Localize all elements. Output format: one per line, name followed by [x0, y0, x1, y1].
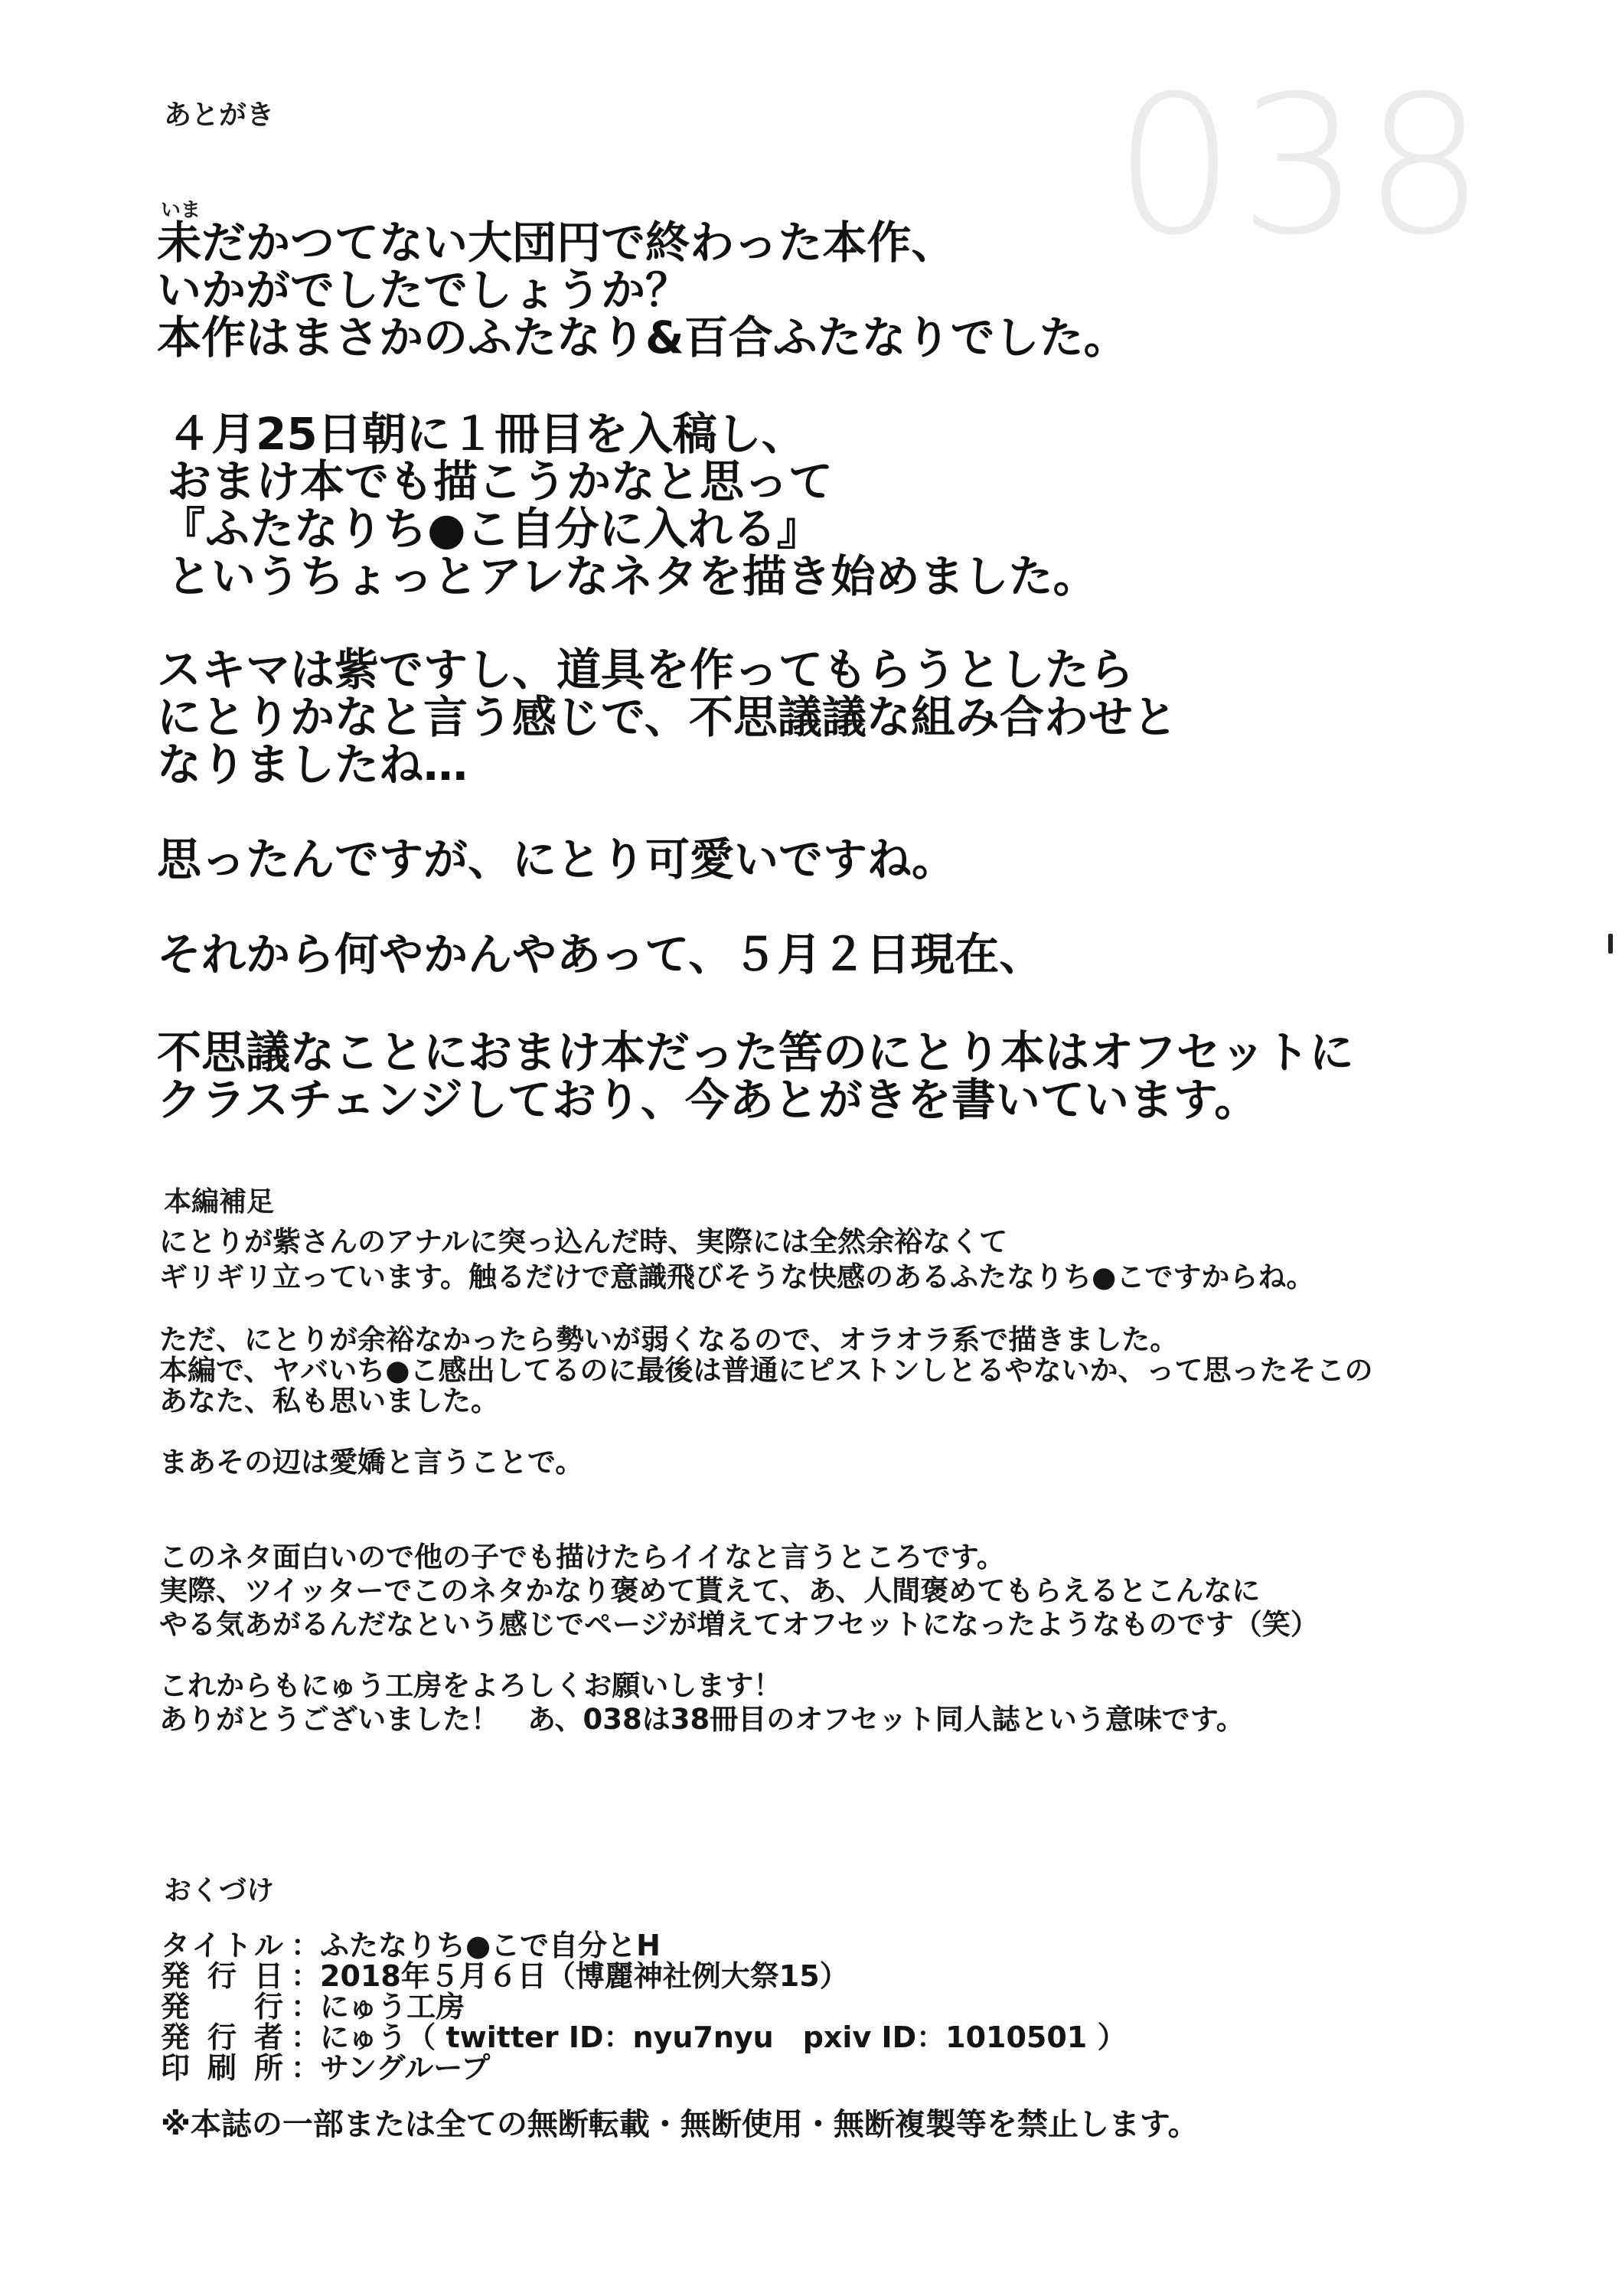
afterword-line: にとりかなと言う感じで、不思議議な組み合わせと	[157, 691, 1177, 743]
supplement-line: 本編で、ヤバいち●こ感出してるのに最後は普通にピストンしとるやないか、って思ったそこの	[159, 1354, 1373, 1387]
colophon-value: ：にゅう工房	[291, 1990, 465, 2024]
afterword-line: というちょっとアレなネタを描き始めました。	[167, 550, 1098, 602]
supplement-line: まあその辺は愛嬌と言うことで。	[159, 1446, 584, 1479]
colophon-row-printer	[161, 2053, 1309, 2086]
afterword-line: それから何やかんやあって、５月２日現在、	[157, 928, 1044, 980]
supplement-line: ギリギリ立っています。触るだけで意識飛びそうな快感のあるふたなりち●こですからね。	[159, 1261, 1315, 1293]
supplement-heading: 本編補足	[164, 1186, 275, 1218]
afterword-line: 思ったんですが、にとり可愛いですね。	[157, 833, 957, 885]
supplement-line: これからもにゅう工房をよろしくお願いします！	[159, 1669, 782, 1702]
afterword-line: クラスチェンジしており、今あとがきを書いています。	[157, 1074, 1259, 1126]
colophon-row-date	[161, 1959, 1309, 1994]
afterword-line: スキマは紫ですし、道具を作ってもらうとしたら	[157, 644, 1134, 696]
colophon-row-issuer	[161, 2020, 1309, 2055]
supplement-line: このネタ面白いので他の子でも描けたらイイなと言うところです。	[159, 1541, 1005, 1574]
afterword-heading: あとがき	[164, 99, 275, 131]
supplement-line: ただ、にとりが余裕なかったら勢いが弱くなるので、オラオラ系で描きました。	[159, 1323, 1179, 1356]
afterword-line: おまけ本でも描こうかなと思って	[167, 455, 834, 507]
colophon-row-publisher	[161, 1992, 1309, 2024]
afterword-line: ４月25日朝に１冊目を入稿し、	[167, 408, 806, 460]
supplement-line: あなた、私も思いました。	[159, 1384, 499, 1417]
afterword-line: なりましたね…	[157, 739, 468, 791]
colophon-heading: おくづけ	[164, 1875, 275, 1906]
colophon-label: 発行日	[161, 1959, 283, 1993]
supplement-line: ありがとうございました！ あ、038は38冊目のオフセット同人誌という意味です。	[159, 1703, 1245, 1736]
colophon-value: ：2018年５月６日（博麗神社例大祭15）	[291, 1959, 849, 1993]
supplement-line: 実際、ツイッターでこのネタかなり褒めて貰えて、あ、人間褒めてもらえるとこんなに	[159, 1574, 1261, 1607]
colophon-label: 発行者	[161, 2020, 283, 2054]
afterword-line: いかがでしたでしょうか？	[157, 264, 690, 316]
page-number: 038	[1114, 54, 1489, 277]
afterword-line: 不思議なことにおまけ本だった筈のにとり本はオフセットに	[157, 1026, 1354, 1078]
colophon-row-title	[161, 1931, 1309, 1963]
supplement-line: にとりが紫さんのアナルに突っ込んだ時、実際には全然余裕なくて	[159, 1225, 1008, 1258]
colophon-label: 発行	[161, 1990, 283, 2024]
afterword-line: 未だかつてない大団円で終わった本作、	[157, 217, 956, 269]
colophon-value: ：にゅう（ twitter ID：nyu7nyu pxiv ID：1010501 ）	[291, 2020, 1127, 2054]
afterword-line: 『ふたなりち●こ自分に入れる』	[161, 503, 821, 555]
colophon-value: ：サングループ	[291, 2051, 491, 2085]
colophon-label: タイトル	[161, 1929, 283, 1962]
colophon-label: 印刷所	[161, 2051, 283, 2085]
supplement-line: やる気あがるんだなという感じでページが増えてオフセットになったようなものです（笑）	[159, 1608, 1319, 1641]
edge-mark	[1608, 934, 1613, 954]
afterword-line: 本作はまさかのふたなり&百合ふたなりでした。	[157, 311, 1128, 364]
copyright-notice: ※本誌の一部または全ての無断転載・無断使用・無断複製等を禁止します。	[161, 2107, 1199, 2142]
furigana-ruby: いま	[161, 199, 201, 222]
colophon-value: ：ふたなりち●こで自分とH	[291, 1929, 661, 1962]
